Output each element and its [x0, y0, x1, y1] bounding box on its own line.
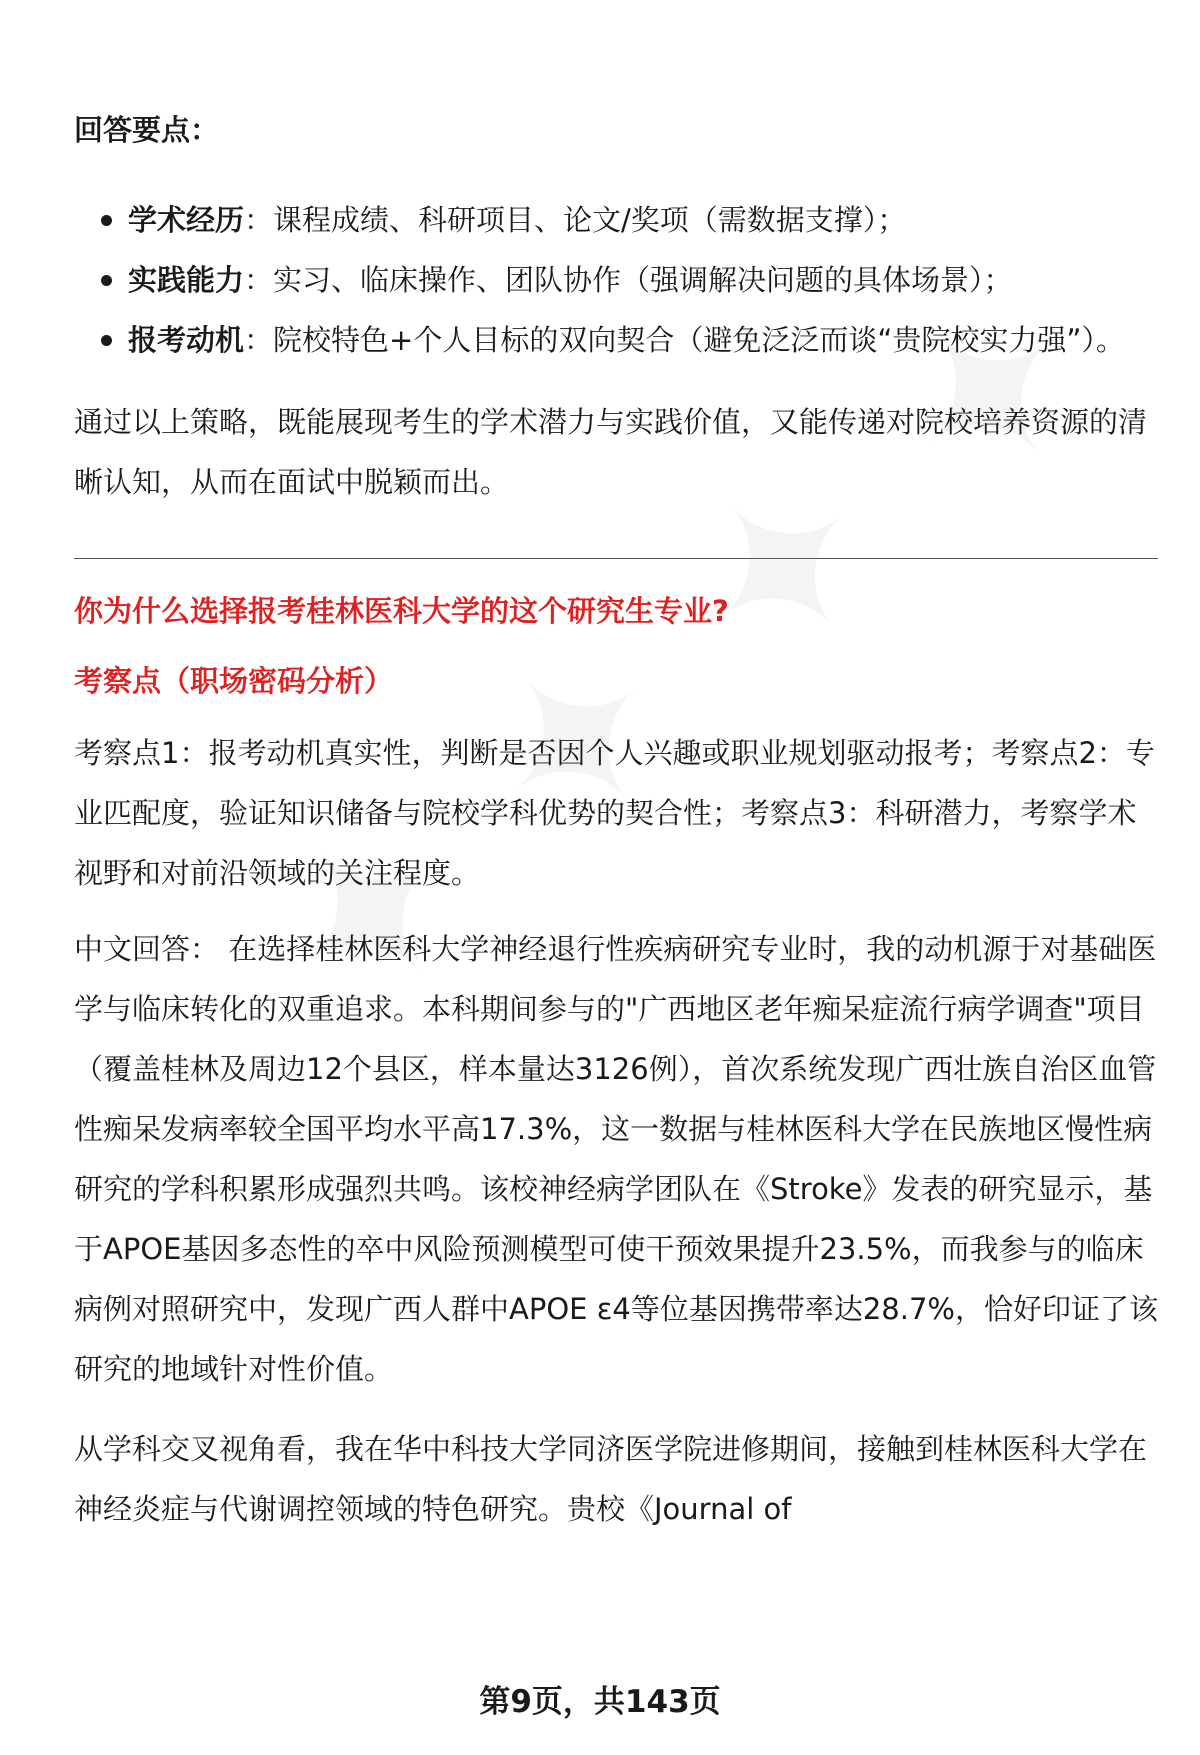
list-item: [74, 250, 1164, 310]
key-points-list: [74, 190, 1164, 370]
bullet-text: ：实习、临床操作、团队协作（强调解决问题的具体场景）；: [244, 263, 1013, 297]
summary-paragraph: 通过以上策略，既能展现考生的学术潜力与实践价值，又能传递对院校培养资源的清晰认知，从而在面试中脱颖而出。: [74, 405, 1148, 499]
page-content: [74, 100, 1164, 1539]
section-divider: [74, 558, 1158, 559]
list-item: [74, 190, 1164, 250]
answer-paragraph: 中文回答： 在选择桂林医科大学神经退行性疾病研究专业时，我的动机源于对基础医学与临床转化的双重追求。本科期间参与的"广西地区老年痴呆症流行病学调查"项目（覆盖桂林及周边12个县区，样本量达3126例），首次系统发现广西壮族自治区血管性痴呆发病率较全国平均水平高17.3%，这一数据与桂林医科大学在民族地区慢性病研究的学科积累形成强烈共鸣。该校神经病学团队在《Stroke》发表的研究显示，基于APOE基因多态性的卒中风险预测模型可使干预效果提升23.5%，而我参与的临床病例对照研究中，发现广西人群中APOE ε4等位基因携带率达28.7%，恰好印证了该研究的地域针对性价值。: [74, 932, 1158, 1386]
page-number: 第9页，共143页: [479, 1684, 721, 1720]
bullet-text: ：院校特色+个人目标的双向契合（避免泛泛而谈“贵院校实力强”）。: [244, 323, 1125, 357]
continuation-paragraph: 从学科交叉视角看，我在华中科技大学同济医学院进修期间，接触到桂林医科大学在神经炎症与代谢调控领域的特色研究。贵校《Journal of: [74, 1432, 1148, 1526]
bullet-dot-icon: [101, 335, 112, 346]
bullet-label: 学术经历: [128, 203, 245, 237]
section-heading: 回答要点：: [74, 113, 220, 147]
bullet-text: ：课程成绩、科研项目、论文/奖项（需数据支撑）；: [244, 203, 907, 237]
bullet-label: 实践能力: [128, 263, 245, 297]
bullet-label: 报考动机: [128, 323, 245, 357]
list-item: [74, 310, 1164, 370]
bullet-dot-icon: [101, 215, 112, 226]
question-title: 你为什么选择报考桂林医科大学的这个研究生专业?: [74, 594, 729, 628]
exam-points-title: 考察点（职场密码分析）: [74, 664, 394, 698]
bullet-dot-icon: [101, 275, 112, 286]
exam-points-paragraph: 考察点1：报考动机真实性，判断是否因个人兴趣或职业规划驱动报考；考察点2：专业匹配度，验证知识储备与院校学科优势的契合性；考察点3：科研潜力，考察学术视野和对前沿领域的关注程度。: [74, 736, 1155, 890]
